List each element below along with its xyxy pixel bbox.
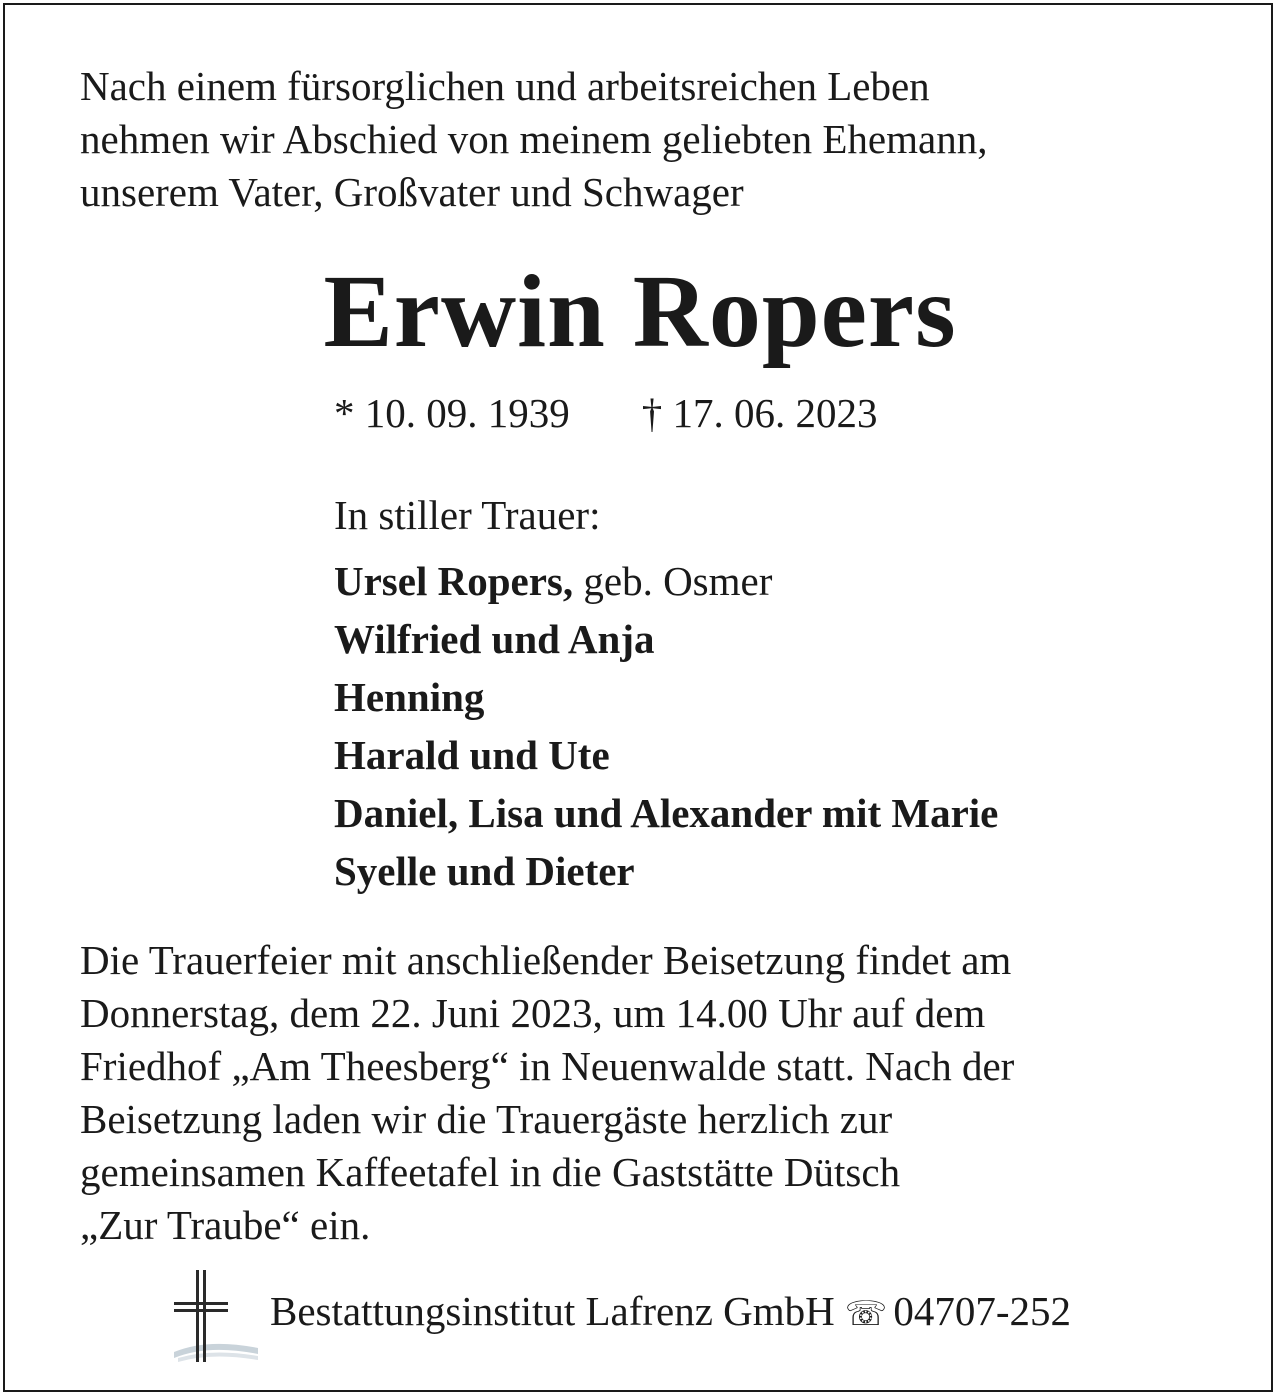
- undertaker-name: Bestattungsinstitut Lafrenz GmbH: [270, 1288, 835, 1334]
- service-text: [80, 934, 1220, 1252]
- deceased-name: Erwin Ropers: [323, 254, 957, 369]
- family-member-name: Daniel, Lisa und Alexander mit Marie: [334, 790, 999, 836]
- death-date: † 17. 06. 2023: [641, 390, 878, 436]
- family-member-name: Syelle und Dieter: [334, 848, 635, 894]
- service-line: Beisetzung laden wir die Trauergäste herzlich zur: [80, 1096, 893, 1142]
- intro-line: unserem Vater, Großvater und Schwager: [80, 169, 744, 215]
- family-member: [334, 842, 998, 900]
- family-member: [334, 726, 998, 784]
- undertaker-phone: 04707-252: [893, 1288, 1071, 1334]
- service-line: „Zur Traube“ ein.: [80, 1202, 371, 1248]
- service-line: Donnerstag, dem 22. Juni 2023, um 14.00 Uhr auf dem: [80, 990, 986, 1036]
- service-line: gemeinsamen Kaffeetafel in die Gaststätte Dütsch: [80, 1149, 901, 1195]
- intro-text: [80, 60, 1220, 219]
- phone-icon: ☏: [844, 1294, 888, 1334]
- family-member: [334, 784, 998, 842]
- family-member-name: Wilfried und Anja: [334, 616, 655, 662]
- life-dates: [334, 388, 878, 438]
- family-member: [334, 610, 998, 668]
- intro-line: Nach einem fürsorglichen und arbeitsreichen Leben: [80, 63, 930, 109]
- service-line: Die Trauerfeier mit anschließender Beisetzung findet am: [80, 937, 1012, 983]
- service-line: Friedhof „Am Theesberg“ in Neuenwalde statt. Nach der: [80, 1043, 1015, 1089]
- mourning-label: In stiller Trauer:: [334, 492, 601, 538]
- family-member: [334, 552, 998, 610]
- family-member: [334, 668, 998, 726]
- cross-logo-icon: [168, 1268, 260, 1364]
- undertaker-info: [270, 1286, 1071, 1339]
- family-list: [334, 552, 998, 900]
- intro-line: nehmen wir Abschied von meinem geliebten Ehemann,: [80, 116, 988, 162]
- birth-date: * 10. 09. 1939: [334, 390, 570, 436]
- family-member-suffix: geb. Osmer: [573, 558, 773, 604]
- undertaker-footer: [168, 1268, 1208, 1364]
- family-member-name: Harald und Ute: [334, 732, 610, 778]
- family-member-name: Ursel Ropers,: [334, 558, 574, 604]
- family-member-name: Henning: [334, 674, 485, 720]
